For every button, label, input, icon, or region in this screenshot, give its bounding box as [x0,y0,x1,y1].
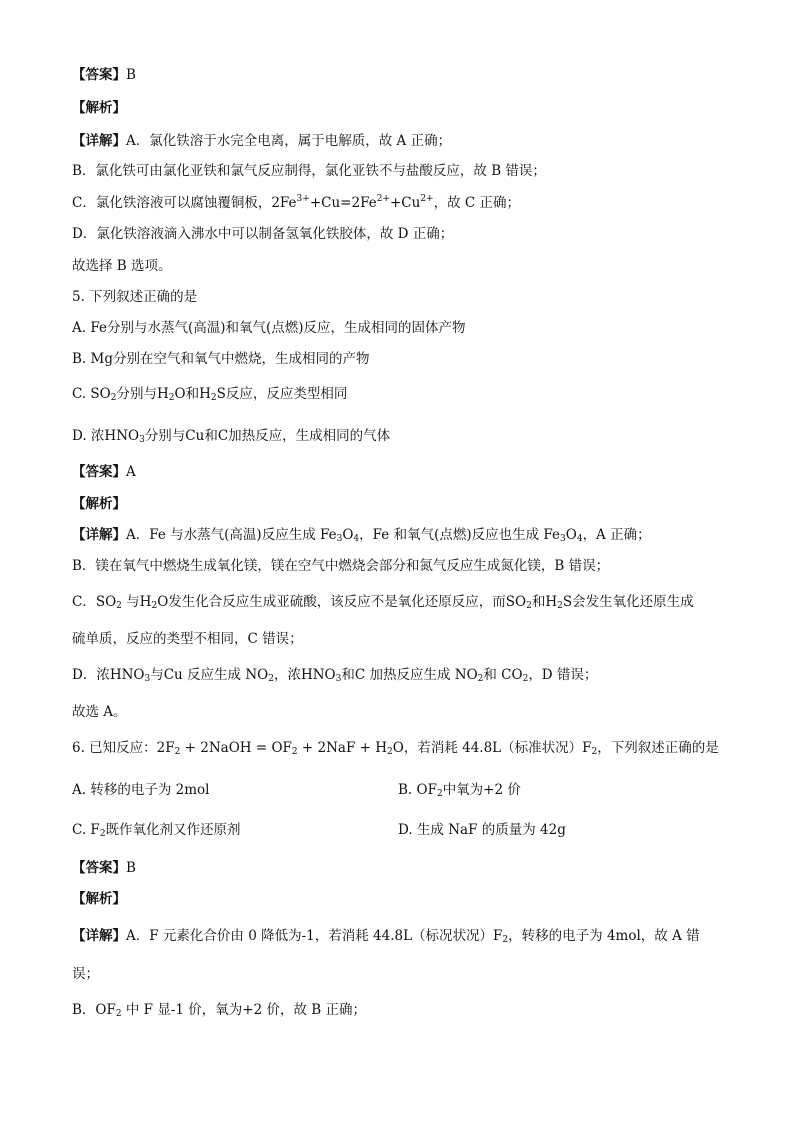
q5-option-b: B. Mg分别在空气和氧气中燃烧，生成相同的产物 [72,351,370,367]
q5-conclusion: 故选 A。 [72,704,127,720]
q6-answer: 【答案】B [72,860,136,876]
q5-option-a: A. Fe分别与水蒸气(高温)和氧气(点燃)反应，生成相同的固体产物 [72,320,466,336]
q5-analysis-label: 【解析】 [72,496,126,512]
q5-detail-c: C．$SO_2$ 与$H_2O$发生化合反应生成亚硫酸，该反应不是氧化还原反应，而$SO_2$和$H_2S$会发生氧化还原生成 [72,594,694,611]
q4-detail-d: D．氯化铁溶液滴入沸水中可以制备氢氧化铁胶体，故 D 正确； [72,226,454,242]
q6-detail-a: 【详解】A．F 元素化合价由 0 降低为-1，若消耗 44.8L（标况状况）$F_2$，转移的电子为 4mol，故 A 错 [72,928,700,945]
q5-detail-c-cont: 硫单质，反应的类型不相同，C 错误； [72,631,303,647]
detail-text: A．氯化铁溶于水完全电离，属于电解质，故 A 正确； [126,133,452,149]
q5-detail-a: 【详解】A．Fe 与水蒸气(高温)反应生成 $Fe_3O_4$，Fe 和氧气(点燃)反应也生成 $Fe_3O_4$，A 正确； [72,527,651,544]
q5-option-d: D. 浓$HNO_3$分别与Cu和C加热反应，生成相同的气体 [72,428,391,445]
q6-option-c: C. $F_2$既作氧化剂又作还原剂 [72,822,241,839]
q5-detail-d: D．浓$HNO_3$与Cu 反应生成 $NO_2$，浓$HNO_3$和C 加热反应生成 $NO_2$和 $CO_2$，D 错误； [72,667,598,684]
q5-detail-b: B．镁在氧气中燃烧生成氧化镁，镁在空气中燃烧会部分和氮气反应生成氮化镁，B 错误； [72,558,610,574]
q5-option-c: C. $SO_2$分别与$H_2O$和$H_2S$反应，反应类型相同 [72,386,348,403]
q6-option-d: D. 生成 NaF 的质量为 42g [398,822,566,838]
q4-conclusion: 故选择 B 选项。 [72,258,172,274]
detail-label: 【详解】 [72,133,126,149]
q4-detail-a [72,131,451,151]
q4-detail-c: C．氯化铁溶液可以腐蚀覆铜板，$2Fe^{3+}+Cu=2Fe^{2+}+Cu^{2+}$，故 C 正确； [72,194,521,211]
q6-option-a: A. 转移的电子为 2mol [72,782,210,798]
q4-answer [72,65,136,85]
q4-detail-b: B．氯化铁可由氯化亚铁和氯气反应制得，氯化亚铁不与盐酸反应，故 B 错误； [72,163,546,179]
q6-analysis-label: 【解析】 [72,891,126,907]
answer-value: B [126,67,136,83]
q6-option-b: B. $OF_2$中氧为+2 价 [398,782,521,799]
q5-answer: 【答案】A [72,464,136,480]
q5-stem: 5. 下列叙述正确的是 [72,289,198,305]
answer-label: 【答案】 [72,67,126,83]
q6-detail-b: B．$OF_2$ 中 F 显-1 价，氧为+2 价，故 B 正确； [72,1002,366,1019]
q6-stem: 6. 已知反应：$2F_2$ + 2NaOH = $OF_2 + 2NaF + H_2O$，若消耗 44.8L（标准状况）$F_2$，下列叙述正确的是 [72,740,719,757]
q6-detail-a-cont: 误； [72,966,99,982]
q4-analysis-label: 【解析】 [72,100,126,116]
